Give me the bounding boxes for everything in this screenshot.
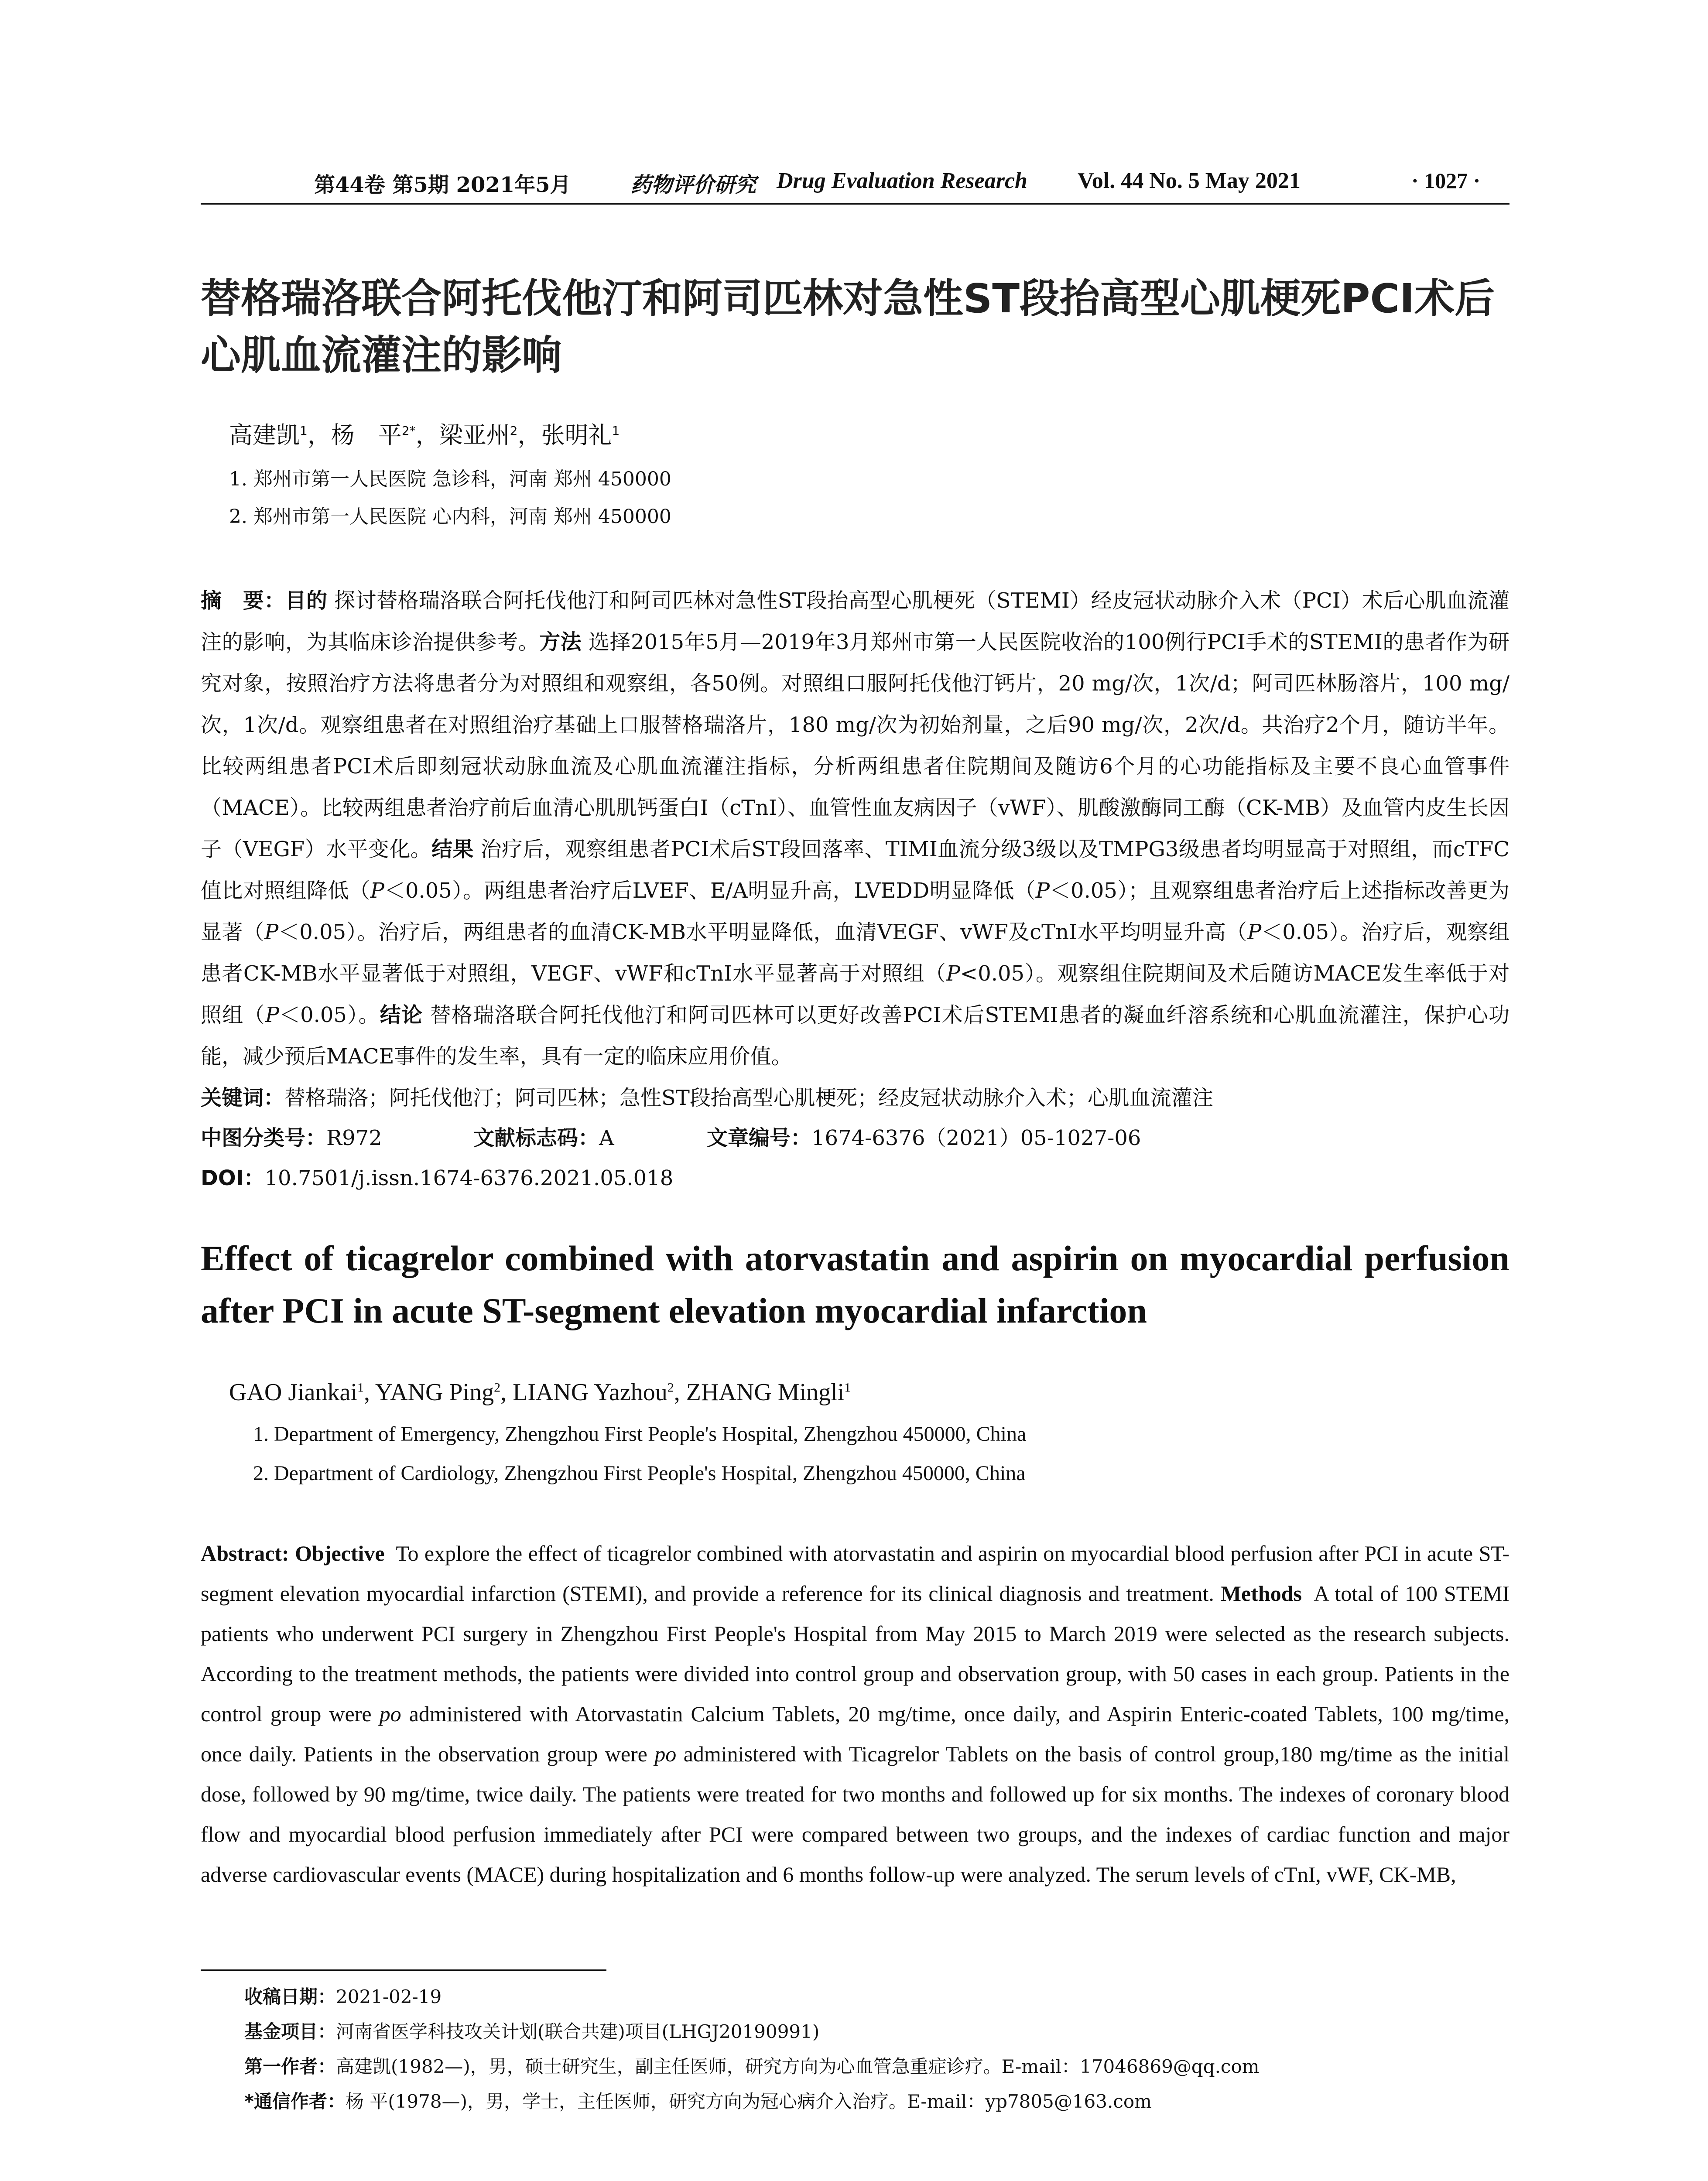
document-code: A [599, 1126, 614, 1150]
author-name: 杨 平 [331, 421, 402, 449]
header-volume-cn: 第44卷 第5期 2021年5月 [314, 173, 571, 197]
affiliation-en-2: 2. Department of Cardiology, Zhengzhou First People's Hospital, Zhengzhou 450000, China [253, 1462, 1026, 1485]
header-rule [201, 203, 1509, 205]
affiliation-cn-2: 2. 郑州市第一人民医院 心内科，河南 郑州 450000 [229, 506, 671, 528]
abstract-en: Abstract: Objective To explore the effect of ticagrelor combined with atorvastatin and aspirin on myocardial blood perfusion after PCI in acute ST-segment elevation myocardial infarction (STEMI), and provide a reference for its clinical diagnosis and treatment. Methods A total of 100 STEMI patients who underwent PCI surgery in Zhengzhou First People's Hospital from May 2015 to March 2019 were selected as the research subjects. According to the treatment methods, the patients were divided into control group and observation group, with 50 cases in each group. Patients in the control group were po administered with Atorvastatin Calcium Tablets, 20 mg/time, once daily, and Aspirin Enteric-coated Tablets, 100 mg/time, once daily. Patients in the observation group were po administered with Ticagrelor Tablets on the basis of control group,180 mg/time as the initial dose, followed by 90 mg/time, twice daily. The patients were treated for two months and followed up for six months. The indexes of coronary blood flow and myocardial blood perfusion immediately after PCI were compared between two groups, and the indexes of cardiac function and major adverse cardiovascular events (MACE) during hospitalization and 6 months follow-up were analyzed. The serum levels of cTnI, vWF, CK-MB, [201, 1541, 1510, 1887]
doi-line: DOI：10.7501/j.issn.1674-6376.2021.05.018 [201, 1166, 674, 1190]
running-header [201, 168, 1509, 198]
article-number: 1674-6376（2021）05-1027-06 [811, 1126, 1141, 1150]
doi-value: 10.7501/j.issn.1674-6376.2021.05.018 [264, 1166, 674, 1190]
keywords-text: 替格瑞洛；阿托伐他汀；阿司匹林；急性ST段抬高型心肌梗死；经皮冠状动脉介入术；心肌血流灌注 [284, 1086, 1213, 1110]
abstract-en-label: Abstract: [201, 1541, 289, 1566]
conclusion-label: 结论 [380, 1003, 423, 1027]
authors-cn: 高建凯$^1$，杨 平$^{2*}$，梁亚州$^2$，张明礼$^1$ [229, 421, 620, 449]
keywords-cn [201, 1081, 1213, 1111]
classification-line: 中图分类号：R972 文献标志码：A 文章编号：1674-6376（2021）05-1027-06 [201, 1126, 1141, 1150]
methods-en-label: Methods [1220, 1581, 1302, 1606]
header-journal-en: Drug Evaluation Research [777, 168, 1027, 193]
footnote-received: 收稿日期：2021-02-19 [244, 1986, 442, 2007]
journal-logo: 药物评价研究 [630, 173, 756, 197]
abstract-cn: 摘 要：目的 探讨替格瑞洛联合阿托伐他汀和阿司匹林对急性ST段抬高型心肌梗死（STEMI）经皮冠状动脉介入术（PCI）术后心肌血流灌注的影响，为其临床诊治提供参考。方法 选择2015年5月—2019年3月郑州市第一人民医院收治的100例行PCI手术的STEMI的患者作为研究对象，按照治疗方法将患者分为对照组和观察组，各50例。对照组口服阿托伐他汀钙片，20 mg/次，1次/d；阿司匹林肠溶片，100 mg/次，1次/d。观察组患者在对照组治疗基础上口服替格瑞洛片，180 mg/次为初始剂量，之后90 mg/次，2次/d。共治疗2个月，随访半年。比较两组患者PCI术后即刻冠状动脉血流及心肌血流灌注指标，分析两组患者住院期间及随访6个月的心功能指标及主要不良心血管事件（MACE）。比较两组患者治疗前后血清心肌肌钙蛋白I（cTnI）、血管性血友病因子（vWF）、肌酸激酶同工酶（CK-MB）及血管内皮生长因子（VEGF）水平变化。结果 治疗后，观察组患者PCI术后ST段回落率、TIMI血流分级3级以及TMPG3级患者均明显高于对照组，而cTFC值比对照组降低（P＜0.05）。两组患者治疗后LVEF、E/A明显升高，LVEDD明显降低（P＜0.05）；且观察组患者治疗后上述指标改善更为显著（P＜0.05）。治疗后，两组患者的血清CK-MB水平明显降低，血清VEGF、vWF及cTnI水平均明显升高（P＜0.05）。治疗后，观察组患者CK-MB水平显著低于对照组，VEGF、vWF和cTnI水平显著高于对照组（P<0.05）。观察组住院期间及术后随访MACE发生率低于对照组（P＜0.05）。结论 替格瑞洛联合阿托伐他汀和阿司匹林可以更好改善PCI术后STEMI患者的凝血纤溶系统和心肌血流灌注，保护心功能，减少预后MACE事件的发生率，具有一定的临床应用价值。 [201, 588, 1509, 1069]
author-name: 梁亚州 [439, 421, 510, 449]
affiliation-en-1: 1. Department of Emergency, Zhengzhou First People's Hospital, Zhengzhou 450000, China [253, 1422, 1027, 1446]
title-cn: 替格瑞洛联合阿托伐他汀和阿司匹林对急性ST段抬高型心肌梗死PCI术后心肌血流灌注的影响 [201, 275, 1495, 379]
title-en: Effect of ticagrelor combined with atorvastatin and aspirin on myocardial perfusion after PCI in acute ST-segment elevation myocardial infarction [201, 1238, 1509, 1330]
objective-en-label: Objective [295, 1541, 385, 1566]
authors-en: GAO Jiankai$^1$, YANG Ping$^2$, LIANG Yazhou$^2$, ZHANG Mingli$^1$ [229, 1379, 851, 1406]
footnote-fund: 基金项目：河南省医学科技攻关计划(联合共建)项目(LHGJ20190991) [244, 2021, 820, 2042]
footnote-rule [201, 1969, 606, 1971]
results-label: 结果 [431, 837, 474, 861]
keywords-label: 关键词： [201, 1086, 285, 1110]
objective-label: 目的 [285, 588, 328, 613]
clc-number: R972 [326, 1126, 382, 1150]
footnote-corresponding: *通信作者：杨 平(1978—)，男，学士，主任医师，研究方向为冠心病介入治疗。E-mail：yp7805@163.com [244, 2091, 1152, 2112]
affiliation-cn-1: 1. 郑州市第一人民医院 急诊科，河南 郑州 450000 [229, 468, 671, 490]
author-name: 高建凯 [229, 421, 300, 449]
page-number: · 1027 · [1411, 168, 1481, 193]
header-volume-en: Vol. 44 No. 5 May 2021 [1078, 168, 1301, 193]
author-name: 张明礼 [541, 421, 612, 449]
methods-label: 方法 [539, 630, 582, 654]
abstract-label: 摘 要： [201, 588, 285, 613]
footnote-first-author: 第一作者：高建凯(1982—)，男，硕士研究生，副主任医师，研究方向为心血管急重症诊疗。E-mail：17046869@qq.com [244, 2056, 1260, 2077]
